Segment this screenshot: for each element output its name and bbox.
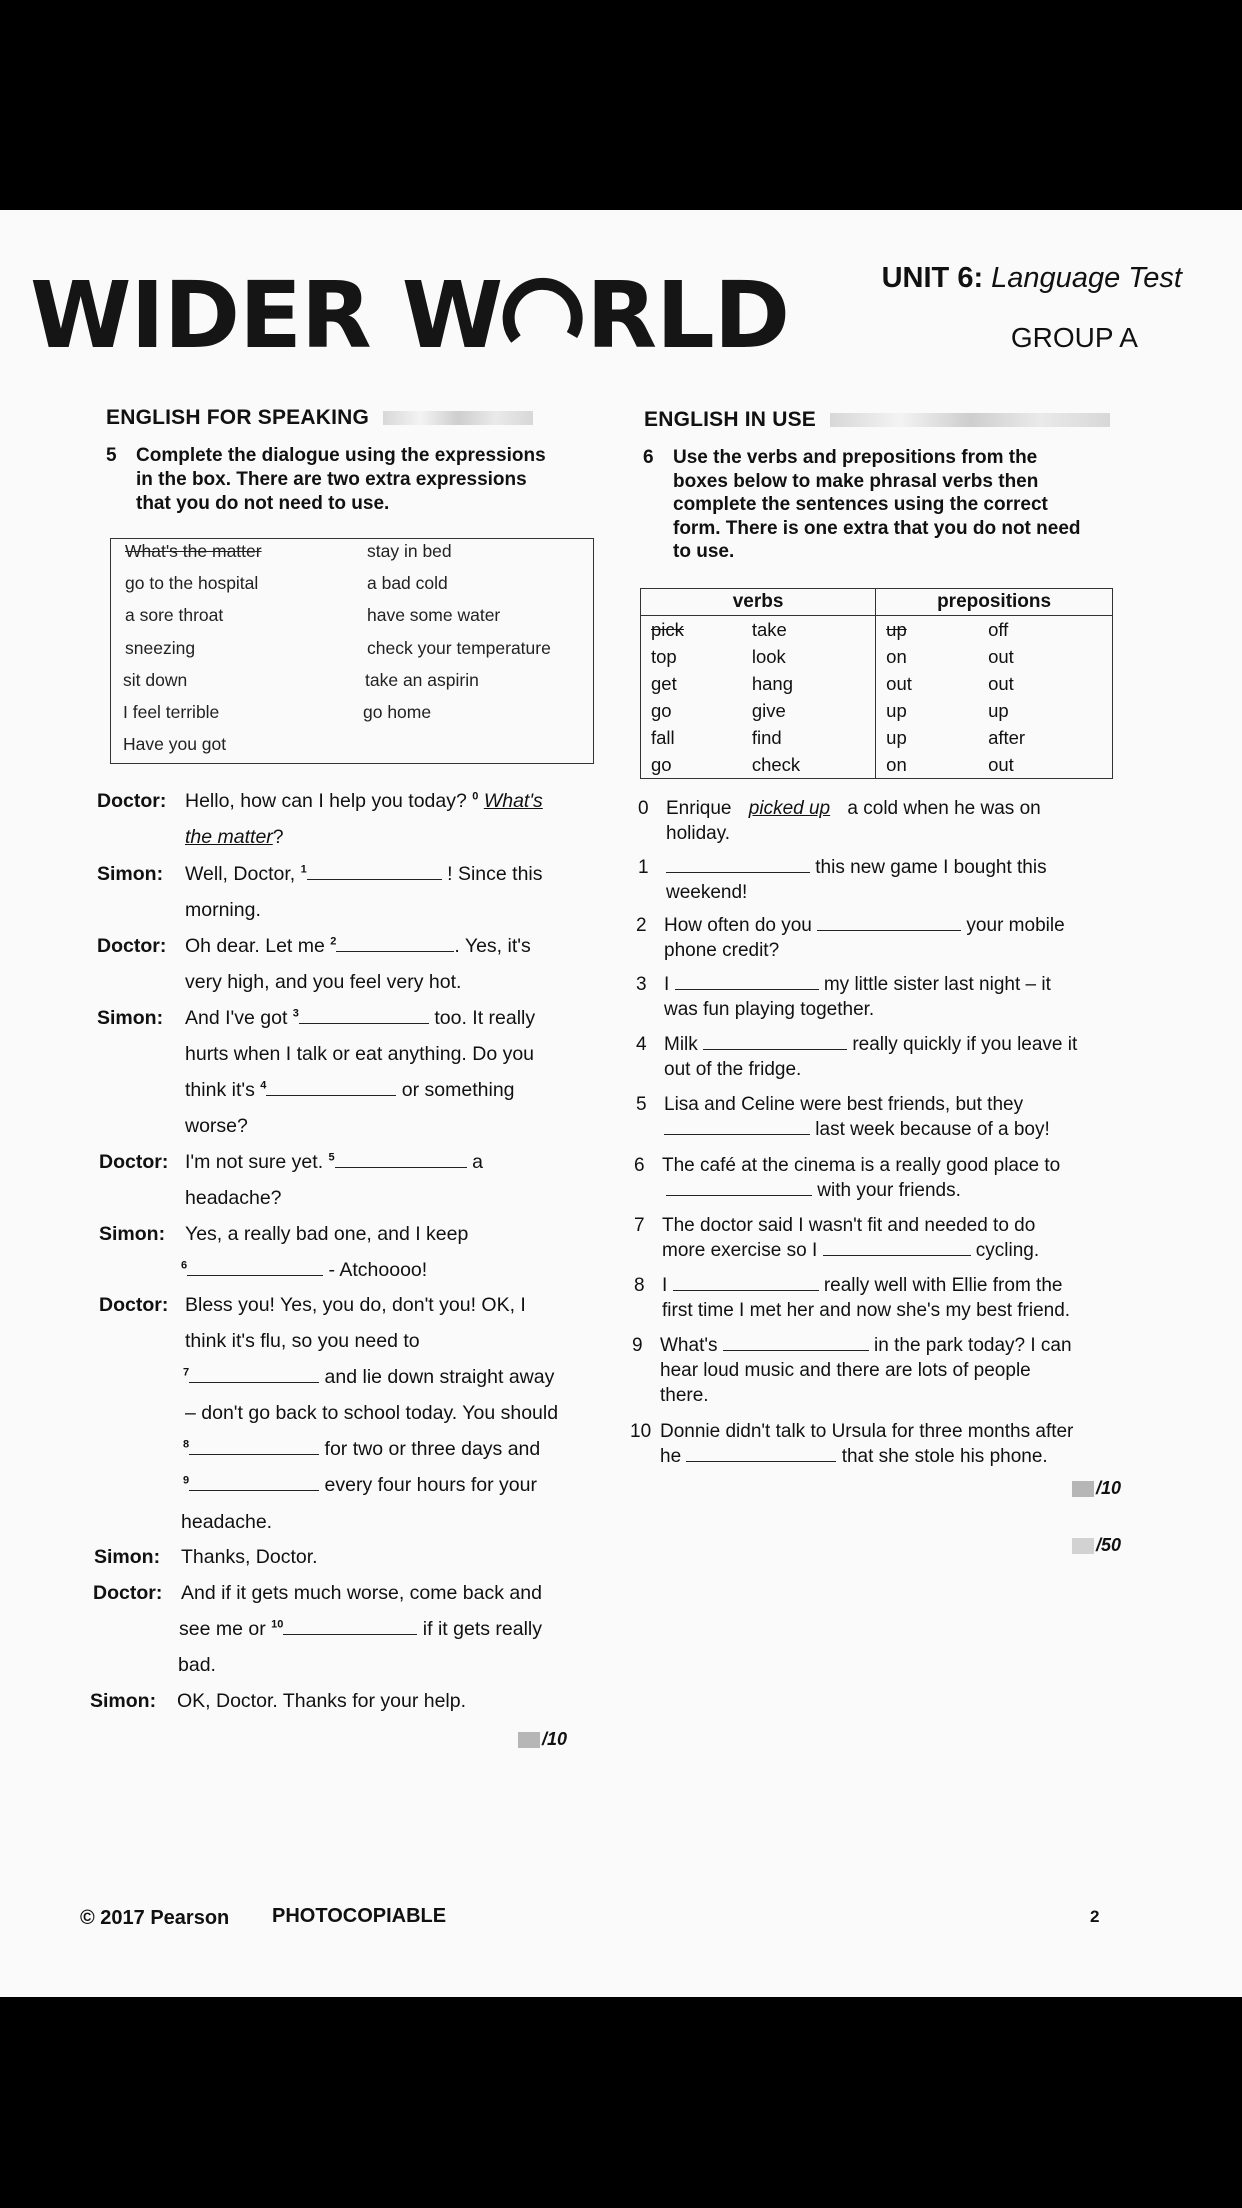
expression-item: Have you got	[123, 734, 227, 754]
speaker-label: Simon:	[94, 1546, 161, 1568]
table-row: top look on out	[641, 643, 1113, 670]
table-row: go check on out	[641, 751, 1113, 779]
expression-item: check your temperature	[367, 638, 551, 658]
dialogue-line: think it's $^4$ or something	[185, 1079, 515, 1101]
photocopiable-label: PHOTOCOPIABLE	[272, 1905, 447, 1927]
question-3: 3 I my little sister last night – it was fun playing together.	[636, 974, 1051, 1020]
answer-blank-q6[interactable]	[666, 1179, 812, 1196]
answer-blank-1[interactable]	[307, 863, 442, 880]
table-row: fall find up after	[641, 724, 1113, 751]
speaker-label: Doctor:	[99, 1294, 169, 1316]
answer-blank-q7[interactable]	[823, 1239, 971, 1256]
speaker-label: Simon:	[90, 1690, 157, 1712]
answer-blank-q2[interactable]	[817, 914, 961, 931]
expression-item: What's the matter	[125, 541, 262, 561]
expression-item: stay in bed	[367, 541, 452, 561]
answer-blank-q9[interactable]	[723, 1334, 869, 1351]
answer-blank-4[interactable]	[266, 1079, 396, 1096]
dialogue-line: Yes, a really bad one, and I keep	[185, 1223, 469, 1245]
copyright: © 2017 Pearson	[80, 1907, 230, 1929]
expression-item: a sore throat	[125, 605, 224, 625]
prepositions-header: prepositions	[876, 589, 1113, 616]
question-1: 1 this new game I bought this weekend!	[638, 857, 1047, 903]
expression-item: sit down	[123, 670, 188, 690]
use-heading: ENGLISH IN USE	[644, 408, 1110, 432]
logo-o-icon	[502, 277, 586, 347]
phrasal-verbs-table	[640, 588, 1113, 779]
dialogue-line: Well, Doctor, $^1$ ! Since this	[185, 863, 543, 885]
question-8: 8 I really well with Ellie from the first time I met her and now she's my best friend.	[634, 1275, 1071, 1321]
speaker-label: Doctor:	[97, 935, 167, 957]
verbs-header: verbs	[641, 589, 876, 616]
dialogue-line: worse?	[185, 1115, 248, 1137]
use-instruction: 6 Use the verbs and prepositions from the boxes below to make phrasal verbs then complete the sentences using the correct form. There is one extra that you do not need to use.	[643, 447, 1081, 562]
speaker-label: Doctor:	[93, 1582, 163, 1604]
expression-item: take an aspirin	[365, 670, 479, 690]
answer-blank-6[interactable]	[187, 1259, 323, 1276]
dialogue-line: OK, Doctor. Thanks for your help.	[177, 1690, 467, 1712]
answer-blank-q1[interactable]	[666, 856, 810, 873]
dialogue-line: think it's flu, so you need to	[185, 1330, 420, 1352]
page-number: 2	[1090, 1907, 1100, 1926]
table-row: get hang out out	[641, 670, 1113, 697]
answer-blank-7[interactable]	[189, 1366, 319, 1383]
speaker-label: Simon:	[97, 1007, 164, 1029]
expression-item: go home	[363, 702, 432, 722]
table-row: go give up up	[641, 697, 1113, 724]
answer-blank-8[interactable]	[189, 1438, 319, 1455]
dialogue-line: see me or $^{10}$ if it gets really	[179, 1618, 543, 1640]
speaking-instruction: 5 Complete the dialogue using the expressions in the box. There are two extra expressions that you do not need to use.	[106, 445, 546, 514]
expression-item: sneezing	[125, 638, 196, 658]
question-4: 4 Milk really quickly if you leave it out of the fridge.	[636, 1034, 1078, 1080]
answer-blank-5[interactable]	[335, 1151, 467, 1168]
dialogue-line: $^9$ every four hours for your	[183, 1474, 537, 1496]
expression-item: I feel terrible	[123, 702, 220, 722]
question-2: 2 How often do you your mobile phone credit?	[636, 915, 1065, 961]
answer-blank-q10[interactable]	[686, 1445, 836, 1462]
speaker-label: Doctor:	[97, 790, 167, 812]
answer-blank-q3[interactable]	[675, 973, 819, 990]
table-row: pick take up off	[641, 616, 1113, 644]
expression-item: have some water	[367, 605, 501, 625]
answer-blank-3[interactable]	[299, 1007, 429, 1024]
unit-title: UNIT 6: Language Test	[881, 262, 1182, 294]
expression-item: go to the hospital	[125, 573, 259, 593]
speaker-label: Simon:	[97, 863, 164, 885]
question-0: 0 Enrique picked up a cold when he was on holiday.	[638, 798, 1041, 844]
wider-world-logo	[30, 262, 790, 369]
speaker-label: Simon:	[99, 1223, 166, 1245]
dialogue-line: headache.	[181, 1511, 273, 1533]
worksheet-page	[0, 210, 1242, 1997]
speaking-heading: ENGLISH FOR SPEAKING	[106, 406, 533, 430]
dialogue-line: Bless you! Yes, you do, don't you! OK, I	[185, 1294, 526, 1316]
dialogue-line: And I've got $^3$ too. It really	[185, 1007, 536, 1029]
group-label: GROUP A	[1010, 322, 1138, 353]
dialogue-line: $^8$ for two or three days and	[183, 1438, 541, 1460]
dialogue-line: $^7$ and lie down straight away	[183, 1366, 555, 1388]
expression-item: a bad cold	[367, 573, 448, 593]
use-score: /10	[1072, 1478, 1121, 1499]
dialogue-line: bad.	[178, 1654, 216, 1676]
dialogue-line: headache?	[185, 1187, 282, 1209]
dialogue-line: And if it gets much worse, come back and	[181, 1582, 542, 1604]
speaker-label: Doctor:	[99, 1151, 169, 1173]
total-score: /50	[1072, 1535, 1121, 1556]
answer-blank-9[interactable]	[189, 1474, 319, 1491]
logo-text-part1: WIDER W	[30, 262, 503, 369]
speaking-score: /10	[518, 1729, 567, 1750]
dialogue-line: $^6$ - Atchoooo!	[181, 1259, 428, 1281]
answer-blank-10[interactable]	[283, 1618, 417, 1635]
question-9: 9 What's in the park today? I can hear loud music and there are lots of people there.	[632, 1335, 1072, 1406]
question-7: 7 The doctor said I wasn't fit and needed to do more exercise so I cycling.	[634, 1215, 1040, 1261]
logo-text-part2: RLD	[586, 262, 790, 369]
answer-blank-q5[interactable]	[664, 1118, 810, 1135]
dialogue-line: Thanks, Doctor.	[181, 1546, 318, 1568]
question-5: 5 Lisa and Celine were best friends, but they last week because of a boy!	[636, 1094, 1050, 1140]
answer-blank-q8[interactable]	[673, 1274, 819, 1291]
dialogue-line: Oh dear. Let me $^2$ . Yes, it's	[185, 935, 531, 957]
expressions-box	[110, 538, 594, 764]
dialogue-line: Hello, how can I help you today? $^0$ What's	[185, 790, 543, 812]
answer-blank-2[interactable]	[336, 935, 454, 952]
question-10: 10 Donnie didn't talk to Ursula for three months after he that she stole his phone.	[630, 1421, 1074, 1467]
dialogue-line: hurts when I talk or eat anything. Do you	[185, 1043, 535, 1065]
dialogue-line: I'm not sure yet. $^5$ a	[185, 1151, 483, 1173]
dialogue-line: – don't go back to school today. You should	[185, 1402, 559, 1424]
question-6: 6 The café at the cinema is a really good place to with your friends.	[634, 1155, 1061, 1201]
answer-blank-q4[interactable]	[703, 1033, 847, 1050]
dialogue-line: morning.	[185, 899, 261, 921]
dialogue-line: very high, and you feel very hot.	[185, 971, 462, 993]
dialogue-line: the matter?	[185, 826, 284, 848]
